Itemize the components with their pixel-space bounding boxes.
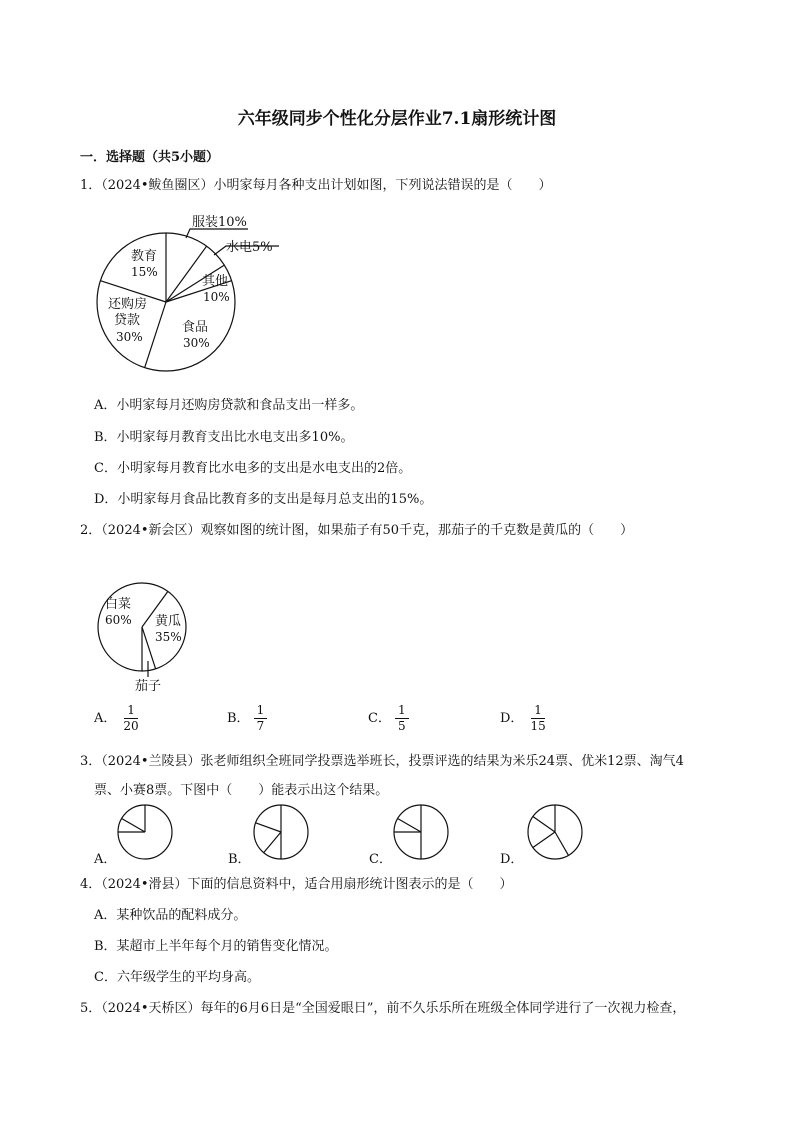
label-loan-pct: 30% — [116, 330, 143, 344]
denominator: 15 — [530, 719, 546, 733]
denominator: 7 — [256, 719, 265, 733]
question-2-stem: 2．（2024•新会区）观察如图的统计图，如果茄子有50千克，那茄子的千克数是黄瓜的（ ） — [80, 523, 634, 538]
label-cabbage: 白菜 — [105, 597, 132, 612]
label-cucumber-pct: 35% — [155, 630, 182, 644]
label-cabbage-pct: 60% — [105, 613, 132, 627]
label-edu-name: 教育 — [131, 249, 158, 264]
numerator: 1 — [124, 703, 138, 719]
q2-option-b — [227, 703, 267, 734]
q1-option-c: C．小明家每月教育比水电多的支出是水电支出的2倍。 — [94, 461, 412, 476]
denominator: 5 — [397, 719, 406, 733]
fraction — [527, 703, 548, 734]
q2-option-a — [94, 703, 142, 734]
q3-option-c: C． — [369, 852, 392, 867]
label-food-pct: 30% — [183, 336, 210, 350]
q3-option-b: B． — [228, 852, 251, 867]
page-title: 六年级同步个性化分层作业7.1扇形统计图 — [237, 109, 557, 129]
label-loan-name1: 还购房 — [108, 297, 148, 312]
option-letter: C． — [368, 711, 391, 726]
q1-option-a: A．小明家每月还购房贷款和食品支出一样多。 — [94, 398, 364, 413]
fraction — [254, 703, 268, 734]
label-eggplant: 茄子 — [135, 679, 162, 694]
label-other-pct: 10% — [203, 290, 230, 304]
label-other-name: 其他 — [202, 274, 229, 289]
q4-option-c: C．六年级学生的平均身高。 — [94, 970, 260, 985]
label-loan-name2: 贷款 — [114, 313, 141, 328]
label-utility: 水电5% — [226, 240, 273, 255]
option-letter: D． — [500, 711, 524, 726]
option-letter: B． — [227, 711, 250, 726]
denominator: 20 — [123, 719, 139, 733]
numerator: 1 — [254, 703, 268, 719]
question-3-line2: 票、小赛8票。下图中（ ）能表示出这个结果。 — [94, 783, 389, 798]
q4-option-a: A．某种饮品的配料成分。 — [94, 908, 247, 923]
q2-option-c — [368, 703, 409, 734]
label-clothing: 服装10% — [192, 215, 247, 230]
label-edu-pct: 15% — [131, 265, 158, 279]
numerator: 1 — [531, 703, 545, 719]
question-3-line1: 3．（2024•兰陵县）张老师组织全班同学投票选举班长，投票评选的结果为米乐24票、优米12票、淘气4 — [80, 754, 684, 769]
question-5-stem: 5．（2024•天桥区）每年的6月6日是“全国爱眼日”，前不久乐乐所在班级全体同学进行了一次视力检查， — [80, 1001, 686, 1016]
question-1-stem: 1．（2024•鲅鱼圈区）小明家每月各种支出计划如图，下列说法错误的是（ ） — [80, 178, 552, 193]
section-heading: 一．选择题（共5小题） — [80, 150, 220, 165]
q2-option-d — [500, 703, 549, 734]
q3-option-a: A． — [94, 852, 117, 867]
label-cucumber: 黄瓜 — [155, 614, 182, 629]
option-letter: A． — [94, 711, 117, 726]
q4-option-b: B．某超市上半年每个月的销售变化情况。 — [94, 939, 338, 954]
numerator: 1 — [395, 703, 409, 719]
q1-option-b: B．小明家每月教育支出比水电支出多10%。 — [94, 430, 354, 445]
label-food-name: 食品 — [182, 320, 209, 335]
fraction — [120, 703, 141, 734]
fraction — [395, 703, 409, 734]
question-4-stem: 4．（2024•滑县）下面的信息资料中，适合用扇形统计图表示的是（ ） — [80, 877, 513, 892]
q1-option-d: D．小明家每月食品比教育多的支出是每月总支出的15%。 — [94, 492, 433, 507]
q3-option-d: D． — [500, 852, 524, 867]
